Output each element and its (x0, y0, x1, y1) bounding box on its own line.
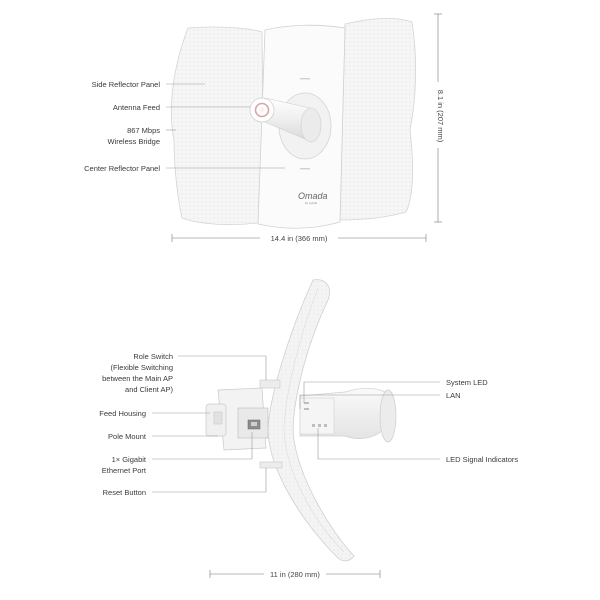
height-dimension-top (434, 14, 445, 222)
top-view (84, 14, 445, 243)
label-feed-housing: Feed Housing (99, 409, 146, 418)
label-center-reflector-panel: Center Reflector Panel (84, 164, 160, 173)
label-system-led: System LED (446, 378, 488, 387)
svg-text:8.1 in (207 mm): 8.1 in (207 mm) (436, 89, 445, 143)
svg-text:14.4 in (366 mm): 14.4 in (366 mm) (270, 234, 328, 243)
svg-text:11 in (280 mm): 11 in (280 mm) (270, 570, 320, 579)
label-side-reflector-panel: Side Reflector Panel (91, 80, 160, 89)
label-reset-button: Reset Button (102, 488, 146, 497)
label-led-signal-indicators: LED Signal Indicators (446, 455, 519, 464)
brand-logo-text: Omada (298, 191, 328, 201)
label-ethernet-port-line1: 1× Gigabit (111, 455, 146, 464)
label-bridge-line1: 867 Mbps (127, 126, 160, 135)
width-dimension-top (172, 234, 426, 243)
side-view (99, 280, 518, 579)
label-ethernet-port-line2: Ethernet Port (101, 466, 146, 475)
width-dimension-side (210, 570, 380, 579)
label-lan: LAN (446, 391, 461, 400)
label-role-switch-line2: (Flexible Switching (110, 363, 173, 372)
label-pole-mount: Pole Mount (108, 432, 146, 441)
label-role-switch-line3: between the Main AP (102, 374, 173, 383)
label-bridge-line2: Wireless Bridge (107, 137, 160, 146)
brand-sub-text: by tp-link (305, 201, 318, 205)
feed-horn (300, 388, 396, 442)
label-antenna-feed: Antenna Feed (112, 103, 160, 112)
label-role-switch-line4: and Client AP) (125, 385, 173, 394)
label-role-switch: Role Switch (133, 352, 173, 361)
